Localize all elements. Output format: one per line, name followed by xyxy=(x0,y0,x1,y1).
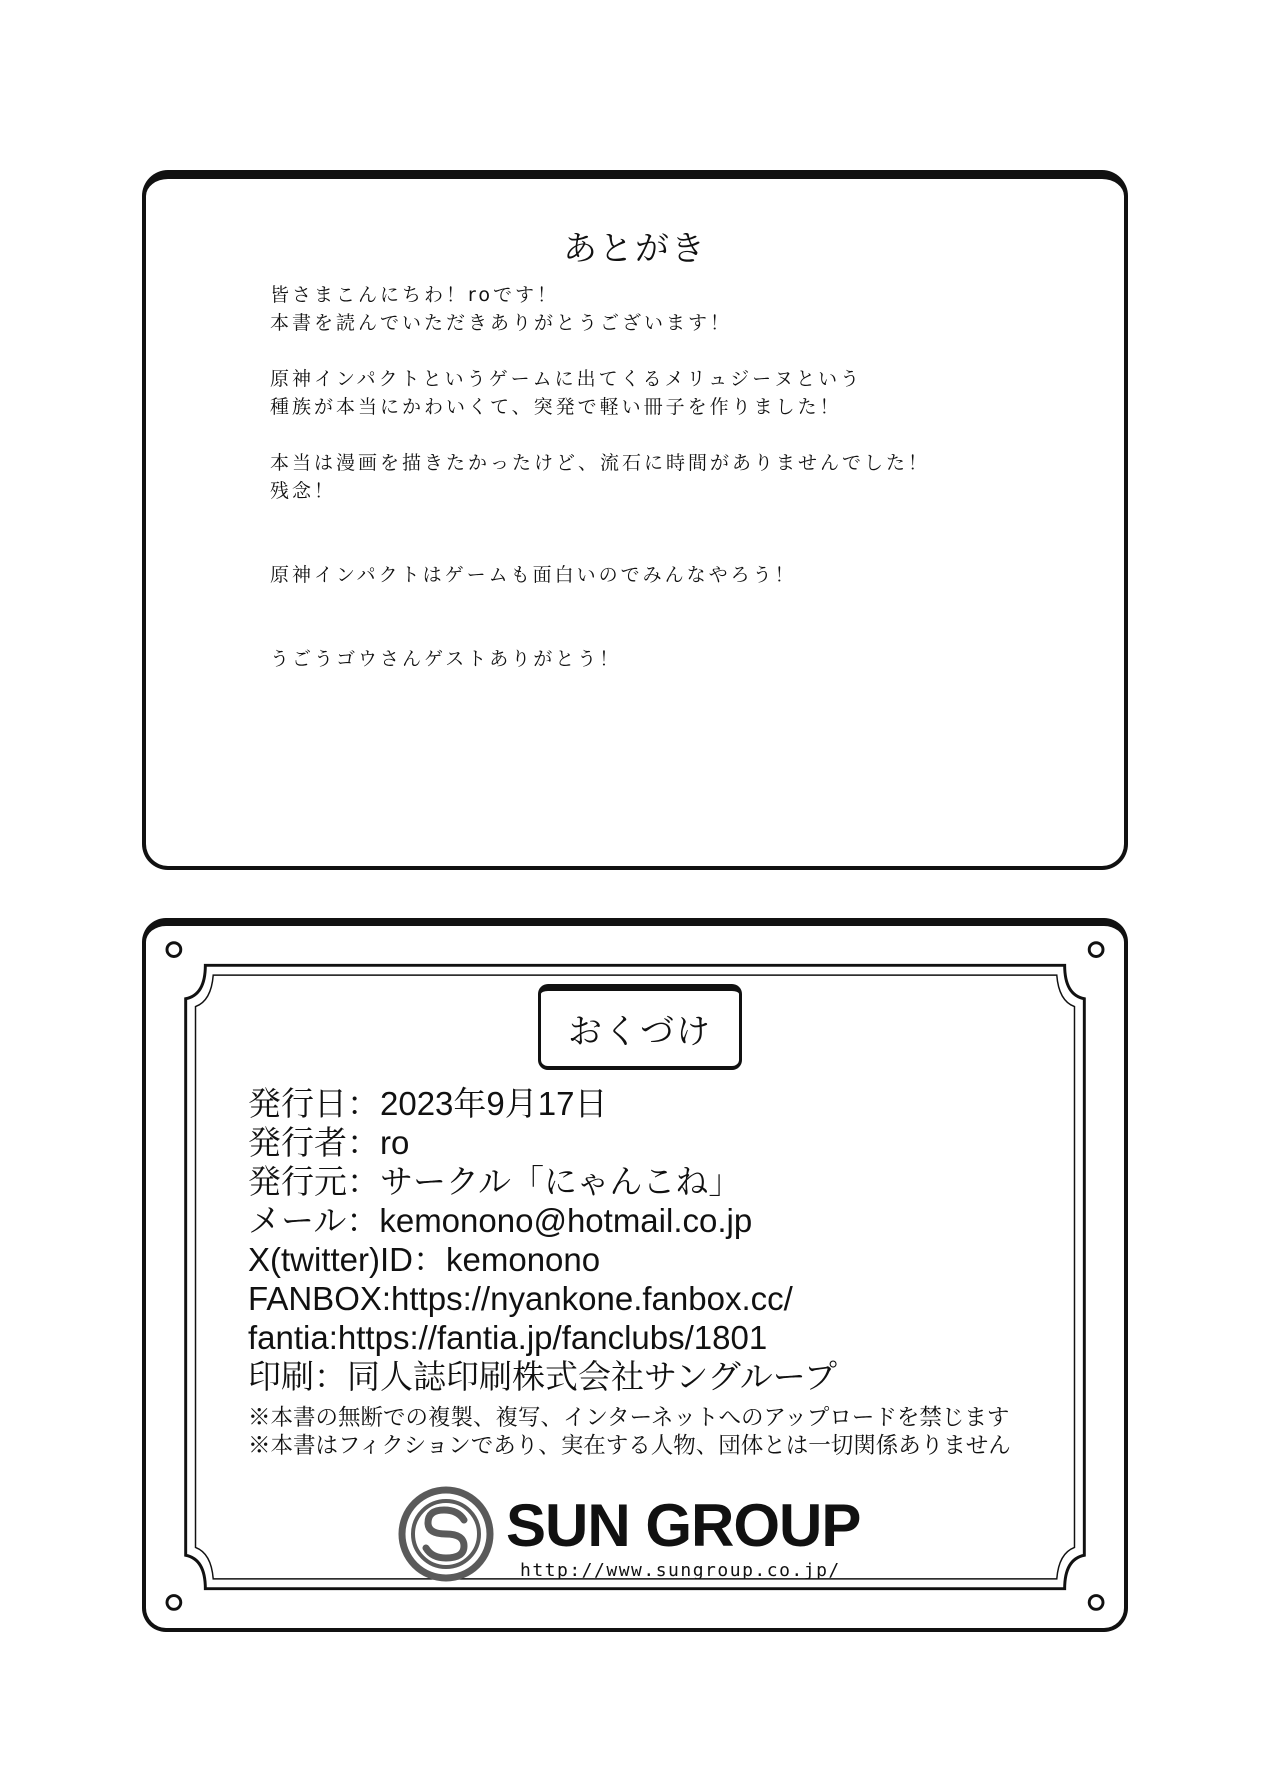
sun-group-logo-icon xyxy=(398,1486,494,1582)
afterword-line: 本当は漫画を描きたかったけど、流石に時間がありませんでした！ xyxy=(270,452,931,474)
corner-circle-icon xyxy=(167,943,181,957)
corner-circle-icon xyxy=(1089,1596,1103,1610)
afterword-title: あとがき xyxy=(563,229,707,269)
afterword-paragraph xyxy=(270,449,1090,505)
printer-logo-name: SUN GROUP xyxy=(506,1492,861,1559)
afterword-paragraph xyxy=(270,561,1090,589)
printer: 印刷：同人誌印刷株式会社サングループ xyxy=(248,1358,838,1395)
circle-name: 発行元：サークル「にゃんこね」 xyxy=(248,1163,742,1200)
afterword-line: 原神インパクトというゲームに出てくるメリュジーヌという xyxy=(270,368,863,390)
publish-date: 発行日：2023年9月17日 xyxy=(248,1085,608,1122)
afterword-line: 残念！ xyxy=(270,480,337,502)
colophon-info xyxy=(248,1084,1068,1396)
colophon-box xyxy=(142,918,1128,1632)
colophon-notes xyxy=(248,1404,1068,1460)
printer-logo-url: http://www.sungroup.co.jp/ xyxy=(520,1560,841,1581)
fanbox-url: FANBOX:https://nyankone.fanbox.cc/ xyxy=(248,1280,793,1317)
afterword-line: 種族が本当にかわいくて、突発で軽い冊子を作りました！ xyxy=(270,396,842,418)
publisher: 発行者：ro xyxy=(248,1124,410,1161)
fiction-note: ※本書はフィクションであり、実在する人物、団体とは一切関係ありません xyxy=(248,1433,1011,1458)
fantia-url: fantia:https://fantia.jp/fanclubs/1801 xyxy=(248,1319,768,1356)
afterword-paragraph xyxy=(270,281,1090,337)
corner-circle-icon xyxy=(1089,943,1103,957)
afterword-paragraph xyxy=(270,365,1090,421)
afterword-line: うごうゴウさんゲストありがとう！ xyxy=(270,648,622,670)
afterword-paragraph xyxy=(270,645,1090,673)
twitter-id: X(twitter)ID：kemonono xyxy=(248,1241,601,1278)
colophon-title-box xyxy=(538,984,742,1070)
afterword-line: 原神インパクトはゲームも面白いのでみんなやろう！ xyxy=(270,564,797,586)
copyright-note: ※本書の無断での複製、複写、インターネットへのアップロードを禁じます xyxy=(248,1405,1010,1430)
afterword-line: 本書を読んでいただきありがとうございます！ xyxy=(270,312,733,334)
afterword-body xyxy=(270,281,1090,673)
email: メール：kemonono@hotmail.co.jp xyxy=(248,1202,753,1239)
corner-circle-icon xyxy=(167,1596,181,1610)
afterword-line: 皆さまこんにちわ！roです！ xyxy=(270,284,560,306)
colophon-title: おくづけ xyxy=(568,1012,712,1052)
afterword-box xyxy=(142,170,1128,870)
